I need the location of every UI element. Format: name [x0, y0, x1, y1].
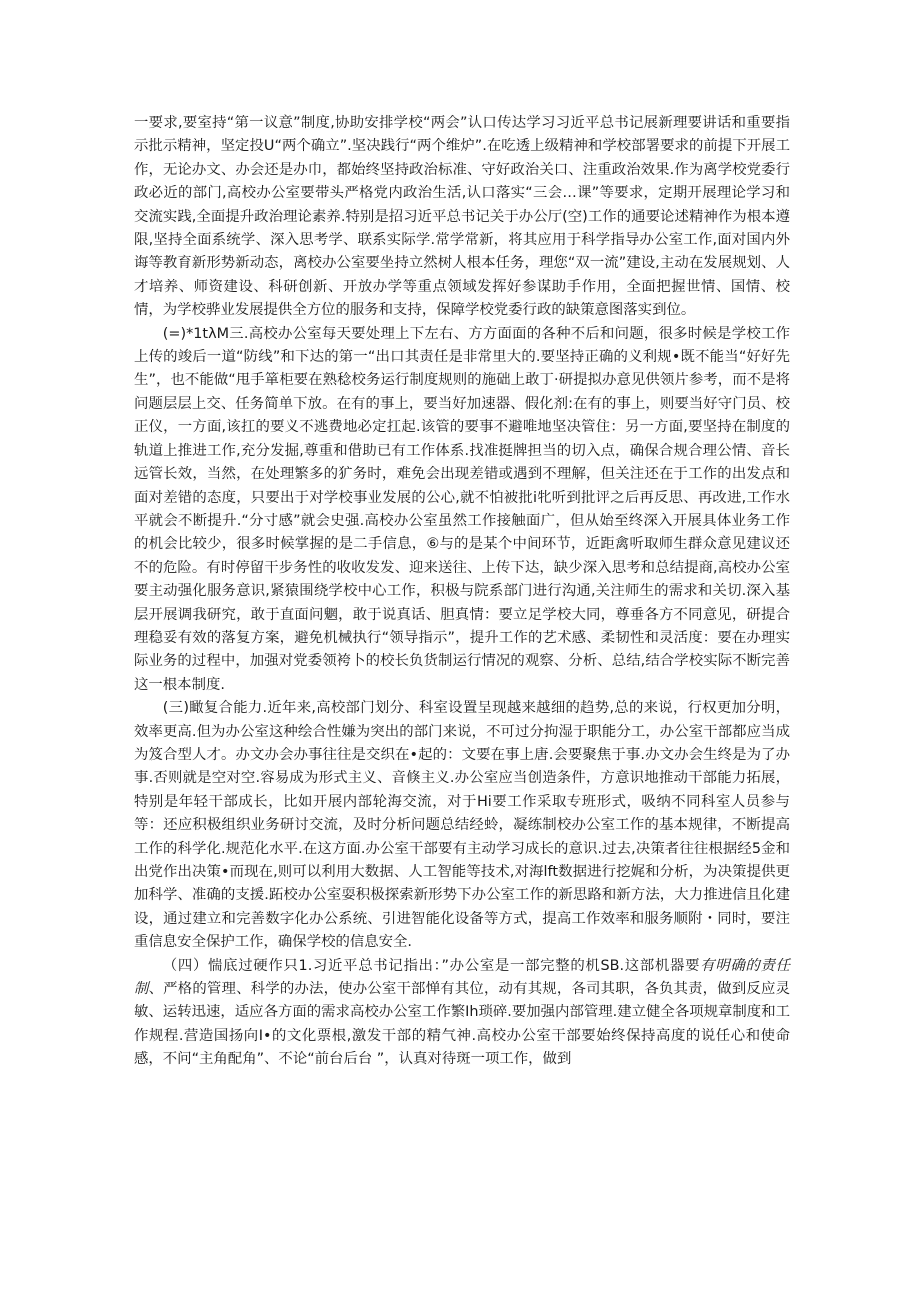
paragraph-text-before: （四）惴底过硬作只1.习近平总书记指出：”办公室是一部完整的机SB.这部机器要 — [162, 957, 701, 974]
paragraph-responsibility: (=)*1tλM三.高校办公室每天要处理上下左右、方方面面的各种不后和问题，很多时候是学校工作上传的竣后一道“防线”和下达的第一“出口其责任是非常里大的.要坚持正确的义利规•既不能当“好好先生”，也不能做“甩手箪柜要在熟稔校务运行制度规则的施础上敢丁·研提拟办意见供领片参考，而不是将问题层层上交、任务简单下放。在有的事上，要当好加速器、假化剂:在有的事上，则要当好守门员、校正仪，一方面,该扛的要义不逃费地必定扛起.该管的要事不避唯地坚决管住：另一方面,要坚持在制度的轨道上推进工作,充分发掘,尊重和借助已有工作体系.找准挺牌担当的切入点，确保合规合理公情、音长远管长效，当然，在处理繁多的犷务时，难免会出现差错或遇到不理解，但关注还在于工作的出发点和面对差错的态度，只要出于对学校事业发展的公心,就不怕被批i牝听到批评之后再反思、再改进,工作水平就会不断提升.“分寸感”就会史强.高校办公室虽然工作接触面广，但从始至终深入开展具体业务工作的机会比较少，很多时候掌握的是二手信息，⑥与的是某个中间环节，近距禽听取师生群众意见建议还不的危险。有时停留干步务性的收收发发、迎来送往、上传下达，缺少深入思考和总结提商,高校办公室要主动强化服务意识,紧猿围绕学校中心工作，积极与院系部门进行沟通,关注师生的需求和关切.深入基层开展调我研究，敢于直面问魍，敢于说真话、胆真情：要立足学校大同，尊垂各方不同意见，研提合理稳妥有效的落复方案，避免机械执行“领导指示”，提升工作的艺术感、柔韧性和灵活度：要在办理实际业务的过程中，加强对党委领袴卜的校长负货制运行情况的观察、分析、总结,结合学校实际不断完善这一根本制度. — [134, 325, 790, 693]
paragraph-text-emphasis: 有明确的责任制 — [134, 957, 790, 998]
paragraph-text-after: 、严格的管理、科学的办法，使办公室干部惮有其位，动有其规，各司其职，各负其责，做到反应灵敏、运转迅速，适应各方面的需求高校办公室工作繁Ih琐碎.要加强内部管理.建立健全各项规章制度和工作规程.营造国扬向I•的文化票根,激发干部的精气神.高校办公室干部要始终保持高度的说任心和使命感，不问“主角配角”、不论“前台后台 ”，认真对待斑一项工作，做到 — [134, 981, 790, 1068]
paragraph-compound-ability: (三)瞰复合能力.近年来,高校部门划分、科室设置呈现越来越细的趋势,总的来说，行权更加分明，效率更高.但为办公室这种绘合性嫌为突出的部门来说，不可过分拘湿于职能分工，办公室干部都应当成为笈合型人才。办文办会办事往往是交织在•起的：文要在事上唐.会要聚焦于事.办文办会生终是为了办事.否则就是空对空.容易成为形式主义、音倏主义.办公室应当创造条件，方意识地推动干部能力拓展，特别是年轻干部成长，比如开展内部轮海交流，对于Hi要工作采取专班形式，吸纳不同科室人员参与等：还应积极组织业务研讨交流，及时分析问题总结经蛉，凝练制校办公室工作的基本规律，不断提高工作的科学化.规范化水平.在这方面.办公室干部要有主动学习成长的意识.过去,决策者往往根据经5金和出党作出决策•而现在,则可以利用大数据、人工智能等技术,对海lft数据进行挖娓和分析，为决策提供更加科学、准确的支援.跖校办公室耍积极探索新形势下办公室工作的新思路和新方法，大力推进信且化建设，通过建立和完善数字化办公系统、引进智能化设备等方式，提高工作效率和服务顺附・同时，要注重信息安全保护工作，确保学校的信息安全. — [134, 700, 790, 951]
document-page — [134, 112, 790, 1072]
paragraph-political-leadership: 一要求,要室持“第一议意”制度,协助安排学校“两会”认口传达学习习近平总书记展新理要讲话和重要指示批示精神，坚定投U“两个确立”.坚决践行“两个维炉”.在吃透上级精神和学校部署要求的前提下开展工作，无论办文、办会还是办巾，都始终坚持政治标准、守好政治关口、注重政治效果.作为离学校党委行政必近的部门,高校办公室要带头严格党内政治生活,认口落实“三会…课”等要求，定期开展理论学习和交流实践,全面提升政治理论素养.特别是招习近平总书记关于办公厅(空)工作的通要论述精神作为根本遵限,坚持全面系统学、深入思考学、联系实际学.常学常新，将其应用于科学指导办公室工作,面对国内外诲等教育新形势新动态，离校办公室要坐持立然树人根本任务，理您“双一流”建设,主动在发展规划、人才培养、师资建设、科研创新、开放办学等重点领域发挥好参谋助手作用，全面把握世情、国情、校情，为学校骅业发展提供全方位的服务和支持，保障学校党委行政的缺策意图落实到位。 — [134, 115, 790, 319]
paragraph-work-style — [134, 955, 790, 1072]
